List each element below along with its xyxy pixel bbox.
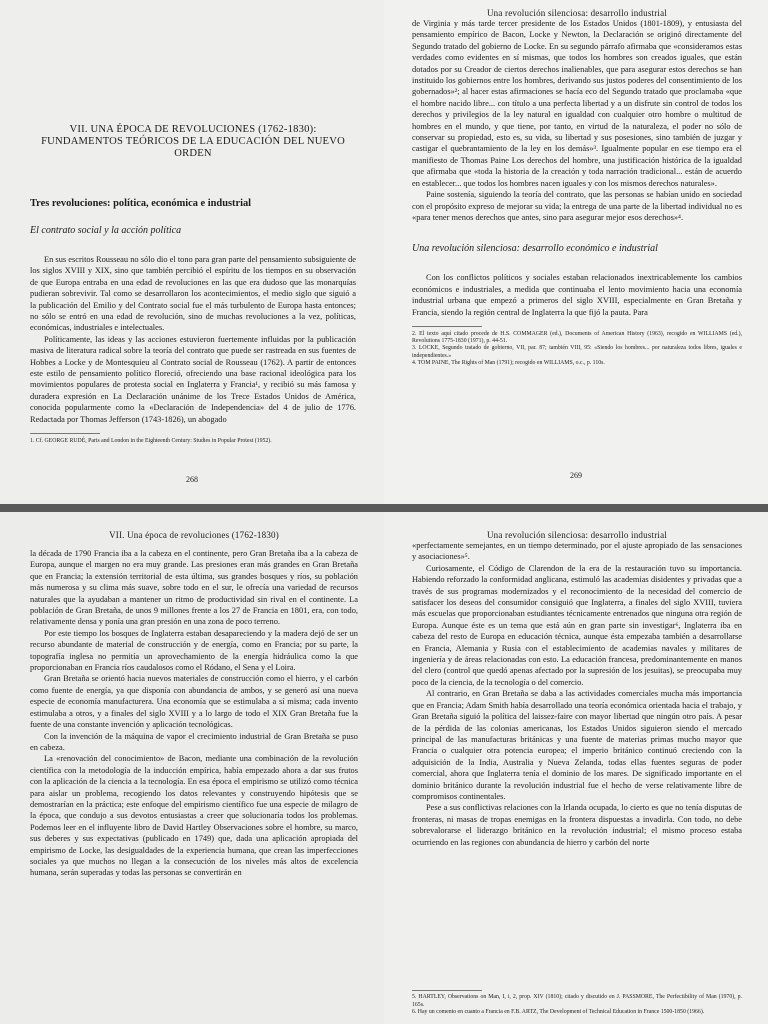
paragraph: Gran Bretaña se orientó hacia nuevos materiales de construcción como el hierro, y el carbón como fuente de energía, ya que disponía con abundancia de ambos, y se generó así una nueva especie de economía manufacturera. Una economía que se estimulaba a sí misma; cada invento estimulaba a otros, y a finales del siglo XVIII y a lo largo de todo el XIX Gran Bretaña fue la fuente de una constante invención y aplicación tecnológicas.	[30, 674, 358, 730]
footnote-rule	[30, 433, 100, 434]
paragraph: de Virginia y más tarde tercer presidente de los Estados Unidos (1801-1809), y entusiasta del pensamiento empírico de Bacon, Locke y Newton, la Declaración se originó directamente del Segundo tratado del gobierno de Locke. En su segundo párrafo afirmaba que «consideramos estas verdades como evidentes en sí mismas, que todos los hombres son creados iguales, que están dotados por su Creador de ciertos derechos inalienables, que para asegurar estos derechos se han instituido los gobiernos entre los hombres, derivando sus justos poderes del consentimiento de los gobernados»²; al hacer estas afirmaciones se hacía eco del Segundo tratado que proclamaba «que el hombre nacido libre... con título a una perfecta libertad y a un disfrute sin control de todos los derechos y privilegios de la ley natural en igualdad con cualquier otro hombre o multitud de hombres en el mundo, y que tiene, por tanto, en virtud de la naturaleza, el poder no sólo de conservar su propiedad, esto es, su vida, su libertad y sus posesiones, sino también de juzgar y castigar el quebrantamiento de la ley en los demás»³. Igualmente popular en ese tiempo era el manifiesto de Thomas Paine Los derechos del hombre, una justificación histórica de la igualdad que afirmaba que «toda la historia de la creación y toda narración tradicional... están de acuerdo en establecer... que todos los hombres nacen iguales y con los mismos derechos naturales».	[412, 19, 742, 188]
running-head: VII. Una época de revoluciones (1762-1830)	[109, 530, 279, 540]
footnote: 5. HARTLEY, Observations on Man, I, i, 2, prop. XIV (1810); citado y discutido en J. PASSMORE, The Perfectibility of Man (1970), p. 165s.	[412, 994, 742, 1008]
footnote: 4. TOM PAINE, The Rights of Man (1791); recogido en WILLIAMS, o.c., p. 110s.	[412, 359, 605, 366]
paragraph: Al contrario, en Gran Bretaña se daba a las actividades comerciales mucha más importancia que en Francia; Adam Smith había desarrollado una teoría económica orientada hacia el trabajo, y Gran Bretaña siguió la política del laissez-faire con mayor libertad que ningún otro país. A pesar de la pérdida de las colonias americanas, los Estados Unidos siguieron siendo el mercado principal de las manufacturas británicas y una fuente de materias primas mucho mayor que Francia o cualquier otra potencia europea; el imperio británico continuó creciendo con la adquisición de la India, Australia y Nueva Zelanda, todas ellas fuentes seguras de poder comercial, ahora que Inglaterra tenía el dominio de los mares. De significado importante en el dominio británico durante la revolución industrial fue el hecho de verse relativamente libre de compromisos continentales.	[412, 689, 742, 801]
paragraph: Por este tiempo los bosques de Inglaterra estaban desapareciendo y la madera dejó de ser un recurso abundante de material de construcción y de energía, como en Francia; por su parte, la topografía inglesa no permitía un aprovechamiento de la energía hidráulica como la que proporcionaban en Francia ríos caudalosos como el Ródano, el Sena y el Loira.	[30, 628, 358, 673]
subsection-heading: Una revolución silenciosa: desarrollo económico e industrial	[412, 243, 658, 255]
footnote: 3. LOCKE, Segundo tratado de gobierno, VII, par. 87; también VIII, 95: «Siendo los hombres... por naturaleza todos libres, iguales e independientes.»	[412, 345, 742, 359]
paragraph: Con la invención de la máquina de vapor el crecimiento industrial de Gran Bretaña se puso en cabeza.	[30, 731, 358, 752]
paragraph: Políticamente, las ideas y las acciones estuvieron fuertemente influidas por la publicación masiva de literatura radical sobre la teoría del contrato que puede ser rastreada en sus fuentes de Hobbes a Locke y de Montesquieu al Contrato social de Rousseau (1762). A partir de entonces este estilo de pensamiento político floreció, ofreciendo una base racional ideológica para los movimientos populares de protesta social en Inglaterra y Francia¹, y recibió su más famosa y duradera expresión en La Declaración unánime de los Trece Estados Unidos de América, conocida popularmente como la «Declaración de Independencia» del 4 de julio de 1776. Redactada por Thomas Jefferson (1743-1826), un abogado	[30, 334, 356, 424]
page-number: 268	[186, 475, 198, 484]
page-271	[384, 512, 768, 1024]
page-268	[0, 0, 384, 504]
paragraph: Con los conflictos políticos y sociales estaban relacionados inextricablemente los cambios económicos e industriales, a medida que continuaba el lento movimiento hacia una economía industrial urbana que empezó a primeros del siglo XVIII, especialmente en Gran Bretaña y Francia, siendo la región central de Inglaterra la que fijó la pauta. Para	[412, 273, 742, 317]
paragraph: «perfectamente semejantes, en un tiempo determinado, por el ajuste apropiado de las sensaciones y asociaciones»⁵.	[412, 541, 742, 562]
paragraph: Pese a sus conflictivas relaciones con la Irlanda ocupada, lo cierto es que no tenía disputas de fronteras, ni masas de tropas enemigas en la frontera dispuestas a invadirla. Con todo, no debe sobrevalorarse el liderazgo británico en la revolución industrial; el mismo proceso estaba ocurriendo en las regiones con abundancia de hierro y carbón del norte	[412, 803, 742, 847]
paragraph: Curiosamente, el Código de Clarendon de la era de la restauración tuvo su importancia. Habiendo reforzado la conformidad anglicana, estimuló las academias disidentes y privadas que a través de sus programas modernizados y el reconocimiento de la necesidad del comercio de satisfacer los deseos del consumidor consiguió que Inglaterra, a finales del siglo XVIII, tuviera más escuelas que proporcionaban estudiantes técnicamente entrenados que ninguna otra región de Europa. Aunque éste es un tema que está aún en gran parte sin investigar⁶, Inglaterra iba en cabeza del resto de Europa en educación técnica, aunque ésta empezaba también a desarrollarse en Francia, Alemania y Rusia con el establecimiento de academias navales y militares de ingeniería y de áreas relacionadas con esto. La educación francesa, predominantemente en manos del clero (control que quedó apenas afectado por la supresión de los jesuitas), se preocupaba muy poco de la ciencia, de la tecnología o del comercio.	[412, 563, 742, 687]
paragraph: En sus escritos Rousseau no sólo dio el tono para gran parte del pensamiento subsiguiente de los siglos XVIII y XIX, sino que también percibió el espíritu de los tiempos en su observación de que Europa entraba en una edad de revoluciones en las que era dudoso que las monarquías pudieran sobrevivir. Tal como se desarrollaron los acontecimientos, el medio siglo que siguió a la publicación del Emilio y del Contrato social fue el más turbulento de Europa hasta entonces; no sólo se entró en una edad de revolución, sino de muchas revoluciones a la vez, políticas, económicas, industriales e intelectuales.	[30, 255, 356, 333]
running-head: Una revolución silenciosa: desarrollo industrial	[486, 8, 668, 18]
subsection-heading: El contrato social y la acción política	[30, 225, 182, 236]
footnote-rule	[412, 326, 482, 327]
running-head: Una revolución silenciosa: desarrollo industrial	[486, 530, 668, 540]
section-heading: Tres revoluciones: política, económica e industrial	[30, 198, 252, 209]
page-269	[384, 0, 768, 504]
page-270	[0, 512, 384, 1024]
footnote-rule	[412, 990, 482, 991]
footnote: 6. Hay un comento en cuanto a Francia en F.B. ARTZ, The Development of Technical Education in France 1500-1850 (1966).	[412, 1008, 705, 1015]
paragraph: La «renovación del conocimiento» de Bacon, mediante una combinación de la revolución científica con la metodología de la inducción empírica, había empezado ahora a dar sus frutos con la aplicación de la ciencia a la tecnología. En esa época el empirismo se utilizó como técnica para aislar un problema, recogiendo los datos relevantes y construyendo hipótesis que se demostrarían en la práctica; este enfoque del empirismo científico fue una especie de milagro de la época, que condujo a sus devotos entusiastas a creer que solucionaría todos los problemas. Podemos leer en el influyente libro de David Hartley Observaciones sobre el hombre, su marco, sus deberes y sus expectativas (publicado en 1749) que, dada una aplicación apropiada del empirismo de Locke, las desigualdades de la experiencia humana, que crean las imperfecciones sociales ya que muchos no llegan a la consecución de los niveles más altos de excelencia humana, serán superadas y todas las personas se convertirán en	[30, 754, 358, 878]
paragraph: la década de 1790 Francia iba a la cabeza en el continente, pero Gran Bretaña iba a la cabeza de Europa, aunque el margen no era muy grande. Las presiones eran más grandes en Gran Bretaña que en Francia; la extensión territorial de esta última, sus grandes bosques y ríos, su población más numerosa y su clima más suave, sobre todo en el sur, le ofrecía una variedad de recursos naturales que la ayudaban a mantener un ritmo de productividad sin rival en el continente. La población de Gran Bretaña, de unos 9 millones frente a los 27 de Francia en 1801, era, con todo, relativamente densa y ponía una gran presión en una zona de poco terreno.	[30, 549, 358, 627]
chapter-title: VII. UNA ÉPOCA DE REVOLUCIONES (1762-1830): FUNDAMENTOS TEÓRICOS DE LA EDUCACIÓN DEL NUEVO ORDEN	[41, 124, 345, 159]
footnote: 2. El texto aquí citado procede de H.S. COMMAGER (ed.), Documents of American History (1963), recogido en WILLIAMS (ed.), Revolutions 1775-1830 (1971), p. 44-51.	[412, 330, 742, 345]
footnotes	[412, 990, 742, 1016]
page-number: 269	[570, 471, 582, 480]
paragraph: Paine sostenía, siguiendo la teoría del contrato, que las personas se habían unido en sociedad con el propósito expreso de mejorar su vida; la entrega de una parte de la libertad individual no es «para tener menos derechos que antes, sino para asegurar mejor esos derechos»⁴.	[412, 190, 742, 222]
footnote: 1. Cf. GEORGE RUDÉ, Paris and London in the Eighteenth Century: Studies in Popular Protest (1952).	[30, 438, 272, 445]
